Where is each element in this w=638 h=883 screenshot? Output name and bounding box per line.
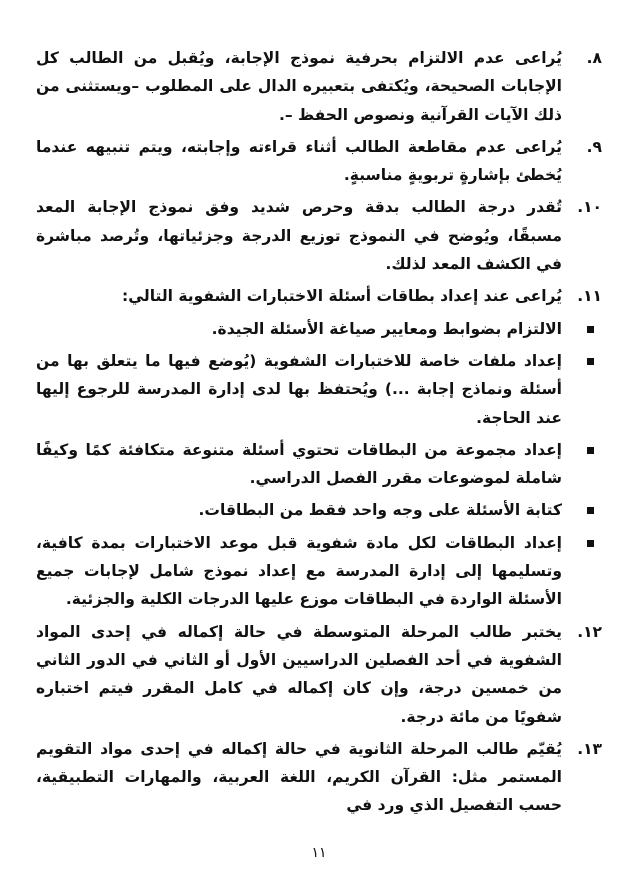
list-item xyxy=(36,282,602,310)
item-number: ٨. xyxy=(586,49,602,67)
bullet-item xyxy=(36,496,602,524)
list-item xyxy=(36,44,602,129)
list-item xyxy=(36,193,602,278)
bullet-item xyxy=(36,436,602,493)
item-number: ١٢. xyxy=(577,622,602,641)
item-number: ١٣. xyxy=(577,739,602,758)
bullet-text: الالتزام بضوابط ومعايير صياغة الأسئلة الجيدة. xyxy=(211,319,562,338)
document-page xyxy=(36,44,602,824)
list-item xyxy=(36,618,602,731)
bullet-text: إعداد مجموعة من البطاقات تحتوي أسئلة متنوعة متكافئة كمًا وكيفًا شاملة لموضوعات مقرر الفصل الدراسي. xyxy=(36,440,562,488)
page-number: ١١ xyxy=(311,845,327,861)
square-bullet-icon xyxy=(562,496,602,524)
item-number: ١١. xyxy=(577,287,602,306)
bullet-text: كتابة الأسئلة على وجه واحد فقط من البطاقات. xyxy=(198,501,562,520)
list-item xyxy=(36,735,602,820)
bullet-item xyxy=(36,529,602,614)
item-number: ١٠. xyxy=(577,198,602,217)
bullet-text: إعداد ملفات خاصة للاختبارات الشفوية (يُوضع فيها ما يتعلق بها من أسئلة ونماذج إجابة ...) ويُحتفظ بها لدى إدارة المدرسة للرجوع إليها عند الحاجة. xyxy=(36,351,562,427)
item-text: يُراعى عدم الالتزام بحرفية نموذج الإجابة، ويُقبل من الطالب كل الإجابات الصحيحة، ويُكتفى بتعبيره الدال على المطلوب –ويستثنى من ذلك الآيات القرآنية ونصوص الحفظ –. xyxy=(36,49,562,124)
item-text: يُقيّم طالب المرحلة الثانوية في حالة إكماله في إحدى مواد التقويم المستمر مثل: القرآن الكريم، اللغة العربية، والمهارات التطبيقية، حسب التفصيل الذي ورد في xyxy=(36,739,562,815)
square-bullet-icon xyxy=(562,529,602,557)
item-text: تُقدر درجة الطالب بدقة وحرص شديد وفق نموذج الإجابة المعد مسبقًا، ويُوضح في النموذج توزيع الدرجة وجزئياتها، وتُرصد مباشرة في الكشف المعد لذلك. xyxy=(36,198,562,274)
list-item xyxy=(36,133,602,190)
square-bullet-icon xyxy=(562,315,602,343)
square-bullet-icon xyxy=(562,347,602,375)
square-bullet-icon xyxy=(562,436,602,464)
bullet-item xyxy=(36,347,602,432)
item-text: يُراعى عدم مقاطعة الطالب أثناء قراءته وإجابته، ويتم تنبيهه عندما يُخطئ بإشارةٍ تربويةٍ مناسبةٍ. xyxy=(36,137,562,185)
item-text: يختبر طالب المرحلة المتوسطة في حالة إكماله في إحدى المواد الشفوية في أحد الفصلين الدراسيين الأول أو الثاني في الدور الثاني من خمسين درجة، وإن كان إكماله في كامل المقرر فيتم اختباره شفويًا من مائة درجة. xyxy=(36,622,562,726)
item-text: يُراعى عند إعداد بطاقات أسئلة الاختبارات الشفوية التالي: xyxy=(122,287,562,306)
bullet-item xyxy=(36,315,602,343)
bullet-text: إعداد البطاقات لكل مادة شفوية قبل موعد الاختبارات بمدة كافية، وتسليمها إلى إدارة المدرسة مع إعداد نموذج شامل لإجابات جميع الأسئلة الواردة في البطاقات موزع عليها الدرجات الكلية والجزئية. xyxy=(36,533,562,609)
item-number: ٩. xyxy=(586,137,602,156)
